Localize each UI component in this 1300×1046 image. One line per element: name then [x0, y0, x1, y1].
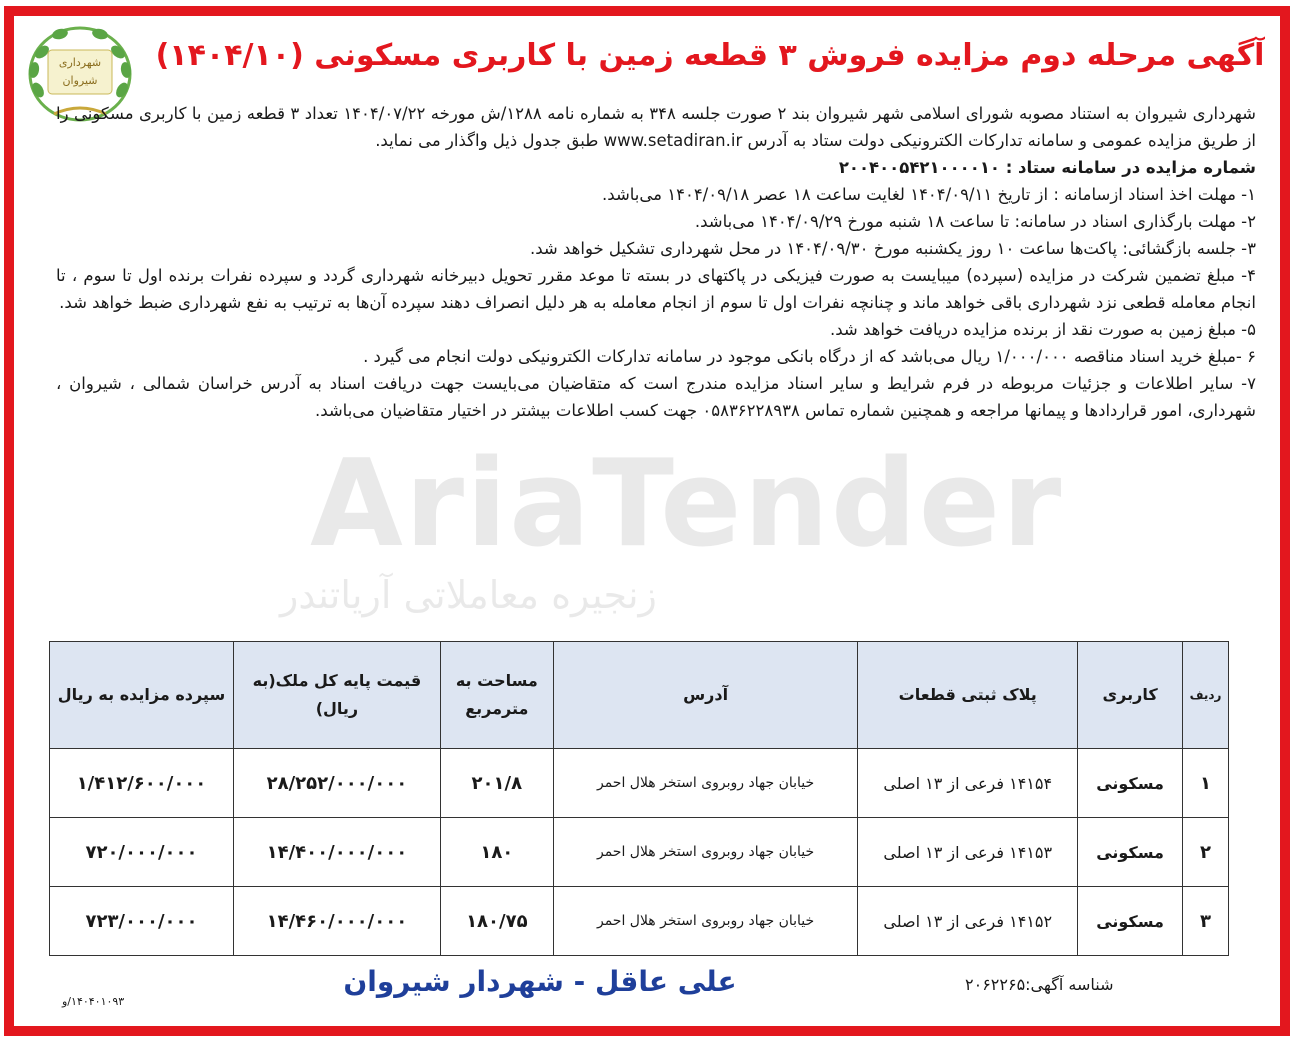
condition-item-2: ۲- مهلت بارگذاری اسناد در سامانه: تا ساعت ۱۸ شنبه مورخ ۱۴۰۴/۰۹/۲۹ می‌باشد.: [694, 212, 1256, 231]
header-address: آدرس: [553, 642, 858, 749]
lots-table: [49, 641, 1229, 956]
table-row: [50, 818, 1229, 887]
intro-paragraph: شهرداری شیروان به استناد مصوبه شورای اسلامی شهر شیروان بند ۲ صورت جلسه ۳۴۸ به شماره نامه ۱۲۸۸/ش مورخه ۱۴۰۴/۰۷/۲۲ تعداد ۳ قطعه زمین با کاربری مسکونی را از طریق مزایده عمومی و سامانه تدارکات الکترونیکی دولت ستاد به آدرس www.setadiran.ir طبق جدول ذیل واگذار می نماید.: [56, 104, 1256, 150]
table-row: [50, 749, 1229, 818]
header-area: مساحت به مترمربع: [440, 642, 553, 749]
cell-address: خیابان جهاد روبروی استخر هلال احمر: [553, 818, 858, 887]
watermark-subtitle: زنجیره معاملاتی آریاتندر: [280, 573, 657, 617]
cell-base-price: ۱۴/۴۶۰/۰۰۰/۰۰۰: [233, 887, 440, 956]
svg-text:شهرداری: شهرداری: [58, 56, 102, 69]
cell-address: خیابان جهاد روبروی استخر هلال احمر: [553, 887, 858, 956]
cell-deposit: ۷۲۰/۰۰۰/۰۰۰: [50, 818, 234, 887]
cell-address: خیابان جهاد روبروی استخر هلال احمر: [553, 749, 858, 818]
condition-item-1: ۱- مهلت اخذ اسناد ازسامانه : از تاریخ ۱۴۰۴/۰۹/۱۱ لغایت ساعت ۱۸ عصر ۱۴۰۴/۰۹/۱۸ می‌باشد.: [602, 185, 1256, 204]
condition-item-5: ۵- مبلغ زمین به صورت نقد از برنده مزایده دریافت خواهد شد.: [830, 320, 1256, 339]
page-title: آگهی مرحله دوم مزایده فروش ۳ قطعه زمین با کاربری مسکونی (۱۴۰۴/۱۰): [155, 38, 1265, 73]
cell-usage: مسکونی: [1078, 887, 1183, 956]
cell-deposit: ۱/۴۱۲/۶۰۰/۰۰۰: [50, 749, 234, 818]
header-deposit: سپرده مزایده به ریال: [50, 642, 234, 749]
cell-area: ۲۰۱/۸: [440, 749, 553, 818]
cell-usage: مسکونی: [1078, 818, 1183, 887]
header-base-price: قیمت پایه کل ملک(به ریال): [233, 642, 440, 749]
cell-usage: مسکونی: [1078, 749, 1183, 818]
cell-row-number: ۱: [1183, 749, 1229, 818]
cell-row-number: ۲: [1183, 818, 1229, 887]
condition-item-4: ۴- مبلغ تضمین شرکت در مزایده (سپرده) میبایست به صورت فیزیکی در پاکتهای در بسته تا موعد مقرر تحویل دبیرخانه شهرداری گردد و سپرده نفرات برنده اول تا سوم ، تا انجام معامله قطعی نزد شهرداری باقی خواهد ماند و چنانچه نفرات اول تا سوم از انجام معامله به هر دلیل انصراف دهند سپرده آن‌ها به ترتیب به نفع شهرداری ضبط خواهد شد.: [56, 266, 1256, 312]
header-usage: کاربری: [1078, 642, 1183, 749]
cell-plot: ۱۴۱۵۴ فرعی از ۱۳ اصلی: [858, 749, 1078, 818]
cell-base-price: ۱۴/۴۰۰/۰۰۰/۰۰۰: [233, 818, 440, 887]
cell-deposit: ۷۲۳/۰۰۰/۰۰۰: [50, 887, 234, 956]
cell-plot: ۱۴۱۵۳ فرعی از ۱۳ اصلی: [858, 818, 1078, 887]
cell-base-price: ۲۸/۲۵۲/۰۰۰/۰۰۰: [233, 749, 440, 818]
table-row: [50, 887, 1229, 956]
condition-item-7: ۷- سایر اطلاعات و جزئیات مربوطه در فرم شرایط و سایر اسناد مزایده مندرج است که متقاضیان می‌بایست جهت دریافت اسناد به آدرس خراسان شمالی ، شیروان ، شهرداری، امور قراردادها و پیمانها مراجعه و همچنین شماره تماس ۰۵۸۳۶۲۲۸۹۳۸ جهت کسب اطلاعات بیشتر در اختیار متقاضیان می‌باشد.: [56, 374, 1256, 420]
document-code: ۱۴۰۴۰۱۰۹۳/و: [62, 995, 125, 1008]
cell-plot: ۱۴۱۵۲ فرعی از ۱۳ اصلی: [858, 887, 1078, 956]
condition-item-3: ۳- جلسه بازگشائی: پاکت‌ها ساعت ۱۰ روز یکشنبه مورخ ۱۴۰۴/۰۹/۳۰ در محل شهرداری تشکیل خواهد شد.: [530, 239, 1256, 258]
condition-item-6: ۶ -مبلغ خرید اسناد مناقصه ۱/۰۰۰/۰۰۰ ریال می‌باشد که از درگاه بانکی موجود در سامانه تدارکات الکترونیکی دولت انجام می گیرد .: [363, 347, 1256, 366]
signature: علی عاقل - شهردار شیروان: [343, 965, 737, 998]
watermark-brand: AriaTender: [310, 435, 1064, 574]
cell-area: ۱۸۰/۷۵: [440, 887, 553, 956]
table-header-row: [50, 642, 1229, 749]
announcement-body: [56, 100, 1256, 424]
auction-number: شماره مزایده در سامانه ستاد : ۲۰۰۴۰۰۵۴۲۱۰۰۰۰۱۰: [838, 158, 1256, 177]
cell-area: ۱۸۰: [440, 818, 553, 887]
svg-text:شیروان: شیروان: [62, 74, 98, 87]
header-plot: پلاک ثبتی قطعات: [858, 642, 1078, 749]
header-row-number: ردیف: [1183, 642, 1229, 749]
ad-id: شناسه آگهی:۲۰۶۲۲۶۵: [965, 975, 1114, 994]
cell-row-number: ۳: [1183, 887, 1229, 956]
